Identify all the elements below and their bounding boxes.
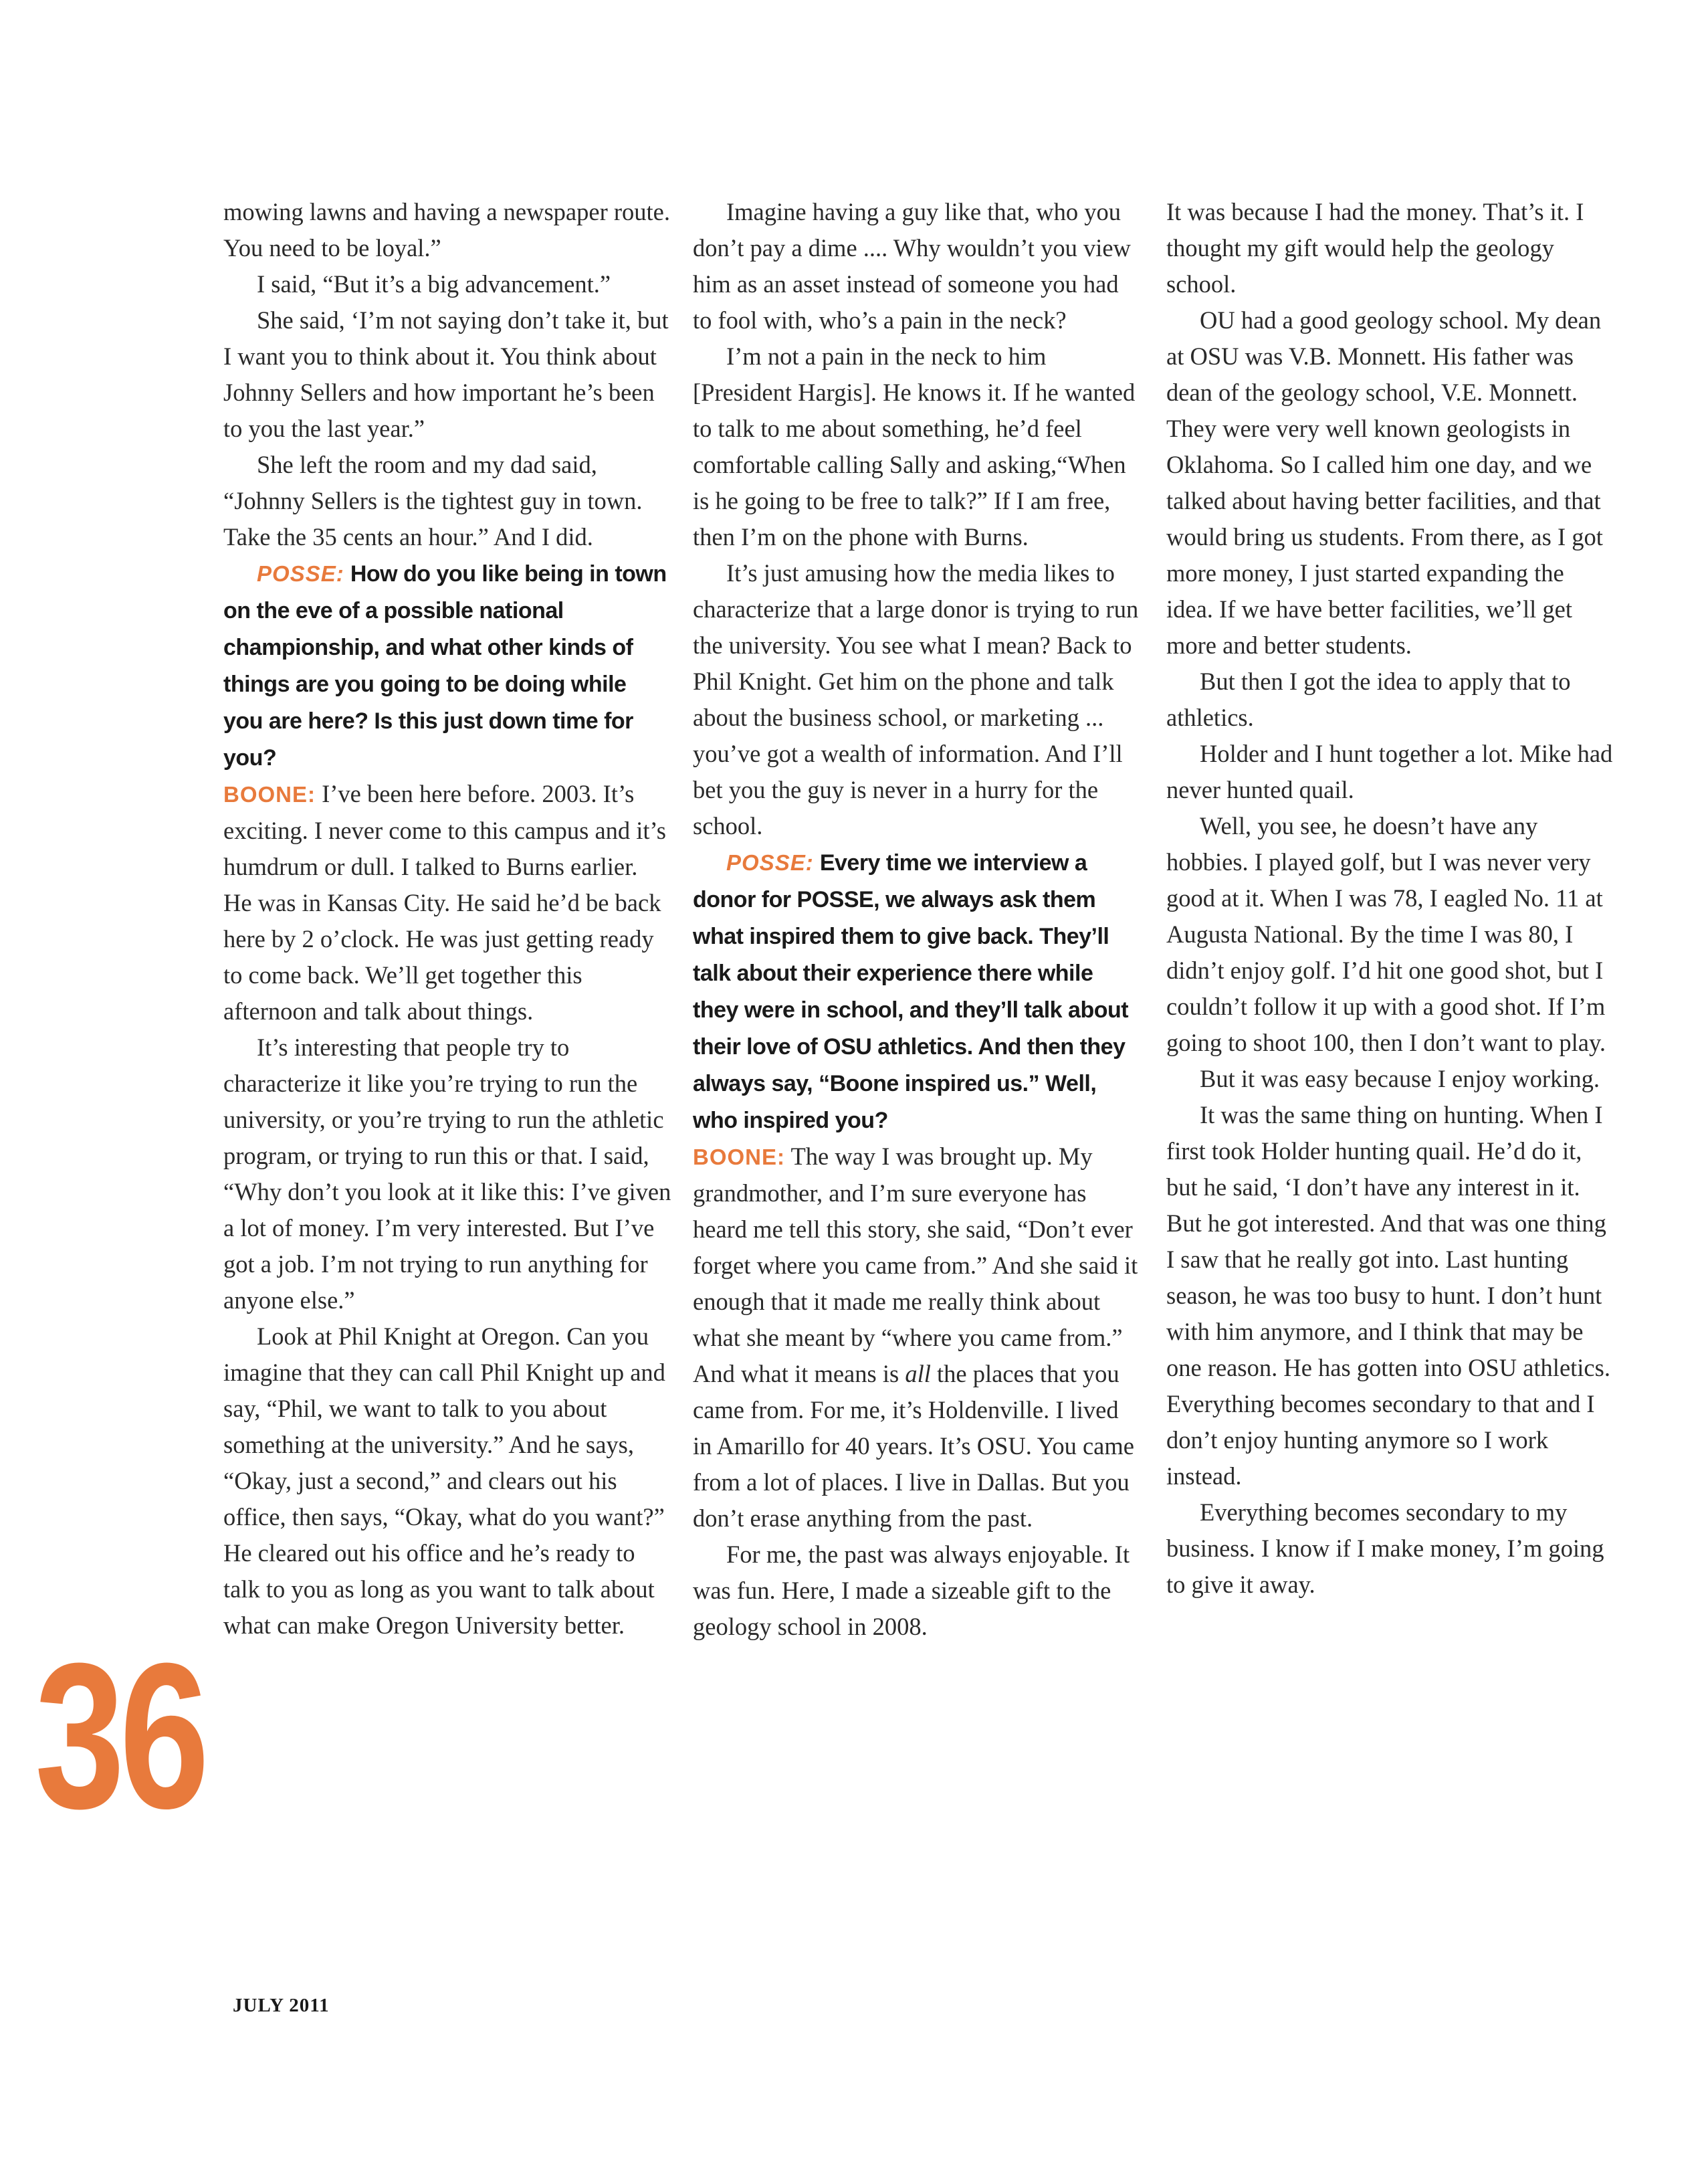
article-column-2 [693, 194, 1141, 1645]
paragraph: It’s just amusing how the media likes to characterize that a large donor is trying to run the university. You see what I mean? Back to Phil Knight. Get him on the phone and talk about the business school, or marketing ... you’ve got a wealth of information. And I’ll bet you the guy is never in a hurry for the school. [693, 559, 1139, 840]
question-text: Every time we interview a donor for POSSE, we always ask them what inspired them to give back. They’ll talk about their experience there while they were in school, and they’ll talk about their love of OSU athletics. And then they always say, “Boone inspired us.” Well, who inspired you? [693, 850, 1129, 1133]
answer-text: the places that you came from. For me, it’s Holdenville. I lived in Amarillo for 40 years. It’s OSU. You came from a lot of places. I live in Dallas. But you don’t erase anything from the past. [693, 1360, 1134, 1532]
answer-text: I’ve been here before. 2003. It’s exciting. I never come to this campus and it’s humdrum or dull. I talked to Burns earlier. He was in Kansas City. He said he’d be back here by 2 o’clock. He was just getting ready to come back. We’ll get together this afternoon and talk about things. [223, 780, 666, 1025]
paragraph: mowing lawns and having a newspaper route. You need to be loyal.” [223, 198, 670, 262]
answer-text: The way I was brought up. My grandmother, and I’m sure everyone has heard me tell this story, she said, “Don’t ever forget where you came from.” And she said it enough that it made me really think about what she meant by “where you came from.” And what it means is [693, 1143, 1138, 1387]
issue-date-footer: JULY 2011 [233, 1995, 330, 2016]
interview-answer [693, 1139, 1141, 1537]
paragraph: It was the same thing on hunting. When I first took Holder hunting quail. He’d do it, but he said, ‘I don’t have any interest in it. But he got interested. And that was one thing I saw that he really got into. Last hunting season, he was too busy to hunt. I don’t hunt with him anymore, and I think that may be one reason. He has gotten into OSU athletics. Everything becomes secondary to that and I don’t enjoy hunting anymore so I work instead. [1166, 1101, 1610, 1490]
page-number: 36 [35, 1619, 205, 1852]
answer-emphasis: all [905, 1360, 931, 1387]
paragraph: Everything becomes secondary to my business. I know if I make money, I’m going to give it away. [1166, 1498, 1604, 1598]
interview-question [693, 844, 1141, 1139]
paragraph: Well, you see, he doesn’t have any hobbies. I played golf, but I was never very good at it. When I was 78, I eagled No. 11 at Augusta National. By the time I was 80, I didn’t enjoy golf. I’d hit one good shot, but I couldn’t follow it up with a good shot. If I’m going to shoot 100, then I don’t want to play. [1166, 812, 1606, 1056]
paragraph: Imagine having a guy like that, who you don’t pay a dime .... Why wouldn’t you view him as an asset instead of someone you had to fool with, who’s a pain in the neck? [693, 198, 1131, 334]
paragraph: But then I got the idea to apply that to athletics. [1166, 668, 1571, 731]
paragraph: But it was easy because I enjoy working. [1200, 1065, 1600, 1092]
paragraph: It was because I had the money. That’s it. I thought my gift would help the geology school. [1166, 198, 1584, 298]
speaker-label-boone: BOONE: [693, 1145, 785, 1169]
paragraph: For me, the past was always enjoyable. It was fun. Here, I made a sizeable gift to the geology school in 2008. [693, 1541, 1130, 1640]
paragraph: OU had a good geology school. My dean at OSU was V.B. Monnett. His father was dean of the geology school, V.E. Monnett. They were very well known geologists in Oklahoma. So I called him one day, and we talked about having better facilities, and that would bring us students. From there, as I got more money, I just started expanding the idea. If we have better facilities, we’ll get more and better students. [1166, 306, 1603, 659]
paragraph: I’m not a pain in the neck to him [President Hargis]. He knows it. If he wanted to talk to me about something, he’d feel comfortable calling Sally and asking,“When is he going to be free to talk?” If I am free, then I’m on the phone with Burns. [693, 342, 1136, 551]
speaker-label-posse: POSSE: [257, 561, 344, 586]
paragraph: She said, ‘I’m not saying don’t take it, but I want you to think about it. You think about Johnny Sellers and how important he’s been to you the last year.” [223, 306, 669, 442]
paragraph: I said, “But it’s a big advancement.” [257, 270, 611, 298]
speaker-label-boone: BOONE: [223, 782, 316, 807]
question-text: How do you like being in town on the eve of a possible national championship, and what other kinds of things are you going to be doing while you are here? Is this just down time for you? [223, 561, 667, 771]
paragraph: It’s interesting that people try to characterize it like you’re trying to run the university, or you’re trying to run the athletic program, or trying to run this or that. I said, “Why don’t you look at it like this: I’ve given a lot of money. I’m very interested. But I’ve got a job. I’m not trying to run anything for anyone else.” [223, 1033, 671, 1314]
article-column-1 [223, 194, 671, 1644]
paragraph: Look at Phil Knight at Oregon. Can you imagine that they can call Phil Knight up and say, “Phil, we want to talk to you about something at the university.” And he says, “Okay, just a second,” and clears out his office, then says, “Okay, what do you want?” He cleared out his office and he’s ready to talk to you as long as you want to talk about what can make Oregon University better. [223, 1322, 665, 1639]
paragraph: Holder and I hunt together a lot. Mike had never hunted quail. [1166, 740, 1613, 803]
article-column-3 [1166, 194, 1614, 1603]
paragraph: She left the room and my dad said, “Johnny Sellers is the tightest guy in town. Take the 35 cents an hour.” And I did. [223, 451, 643, 551]
speaker-label-posse: POSSE: [726, 850, 814, 875]
interview-answer [223, 776, 671, 1029]
interview-question [223, 555, 671, 776]
